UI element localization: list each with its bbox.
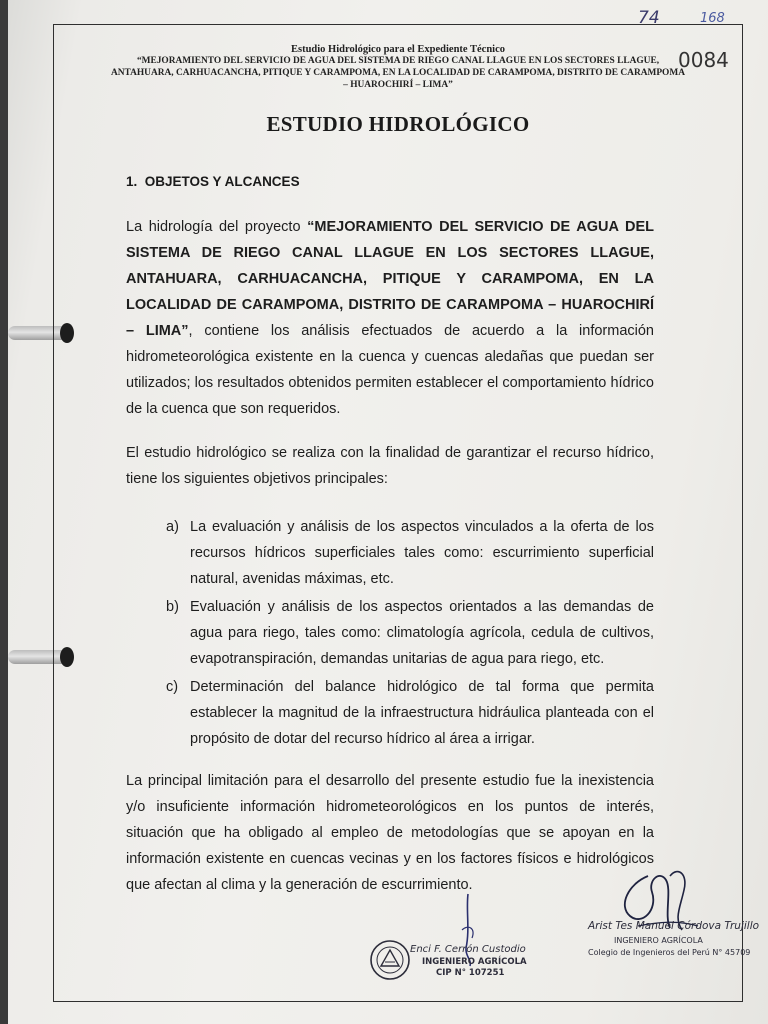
list-item-letter: c) xyxy=(166,679,179,695)
folio-number-a: 74 xyxy=(638,8,660,28)
project-name: “MEJORAMIENTO DEL SERVICIO DE AGUA DEL SISTEMA DE RIEGO CANAL LLAGUE EN LOS SECTORES LLAGUE, ANTAHUARA, CARHUACANCHA, PITIQUE Y CARAMPOMA, EN LA LOCALIDAD DE CARAMPOMA, DISTRITO DE CARAMPOMA – HUAROCHIRÍ – LIMA” xyxy=(126,219,654,339)
stamp-right-profession: INGENIERO AGRÍCOLA xyxy=(614,936,703,945)
page-title: ESTUDIO HIDROLÓGICO xyxy=(266,112,530,136)
document-page xyxy=(8,0,768,1024)
engineer-seal-icon xyxy=(368,938,412,982)
objectives-list xyxy=(166,514,654,752)
paragraph-objectives-intro: El estudio hidrológico se realiza con la finalidad de garantizar el recurso hídrico, tiene los siguientes objetivos principales: xyxy=(126,445,654,487)
section-number: 1. xyxy=(126,174,138,189)
list-item-letter: a) xyxy=(166,519,179,535)
paragraph-rest: , contiene los análisis efectuados de acuerdo a la información hidrometeorológica existente en la cuenca y cuencas aledañas que puedan ser utilizados; los resultados obtenidos permiten establecer el comportamiento hídrico de la cuenca que son requeridos. xyxy=(126,323,654,417)
list-item-letter: b) xyxy=(166,599,179,615)
list-item xyxy=(166,514,654,592)
stamp-left-name: Enci F. Cerrón Custodio xyxy=(410,944,526,955)
header-study-line: Estudio Hidrológico para el Expediente Técnico xyxy=(291,44,505,55)
paragraph-lead: La hidrología del proyecto xyxy=(126,219,308,235)
stamp-right-name: Arist Tes Manuel Córdova Trujillo xyxy=(588,920,760,932)
section-title: OBJETOS Y ALCANCES xyxy=(144,174,300,189)
list-item xyxy=(166,594,654,672)
paragraph-project-scope xyxy=(126,214,654,422)
folio-number-c: 0084 xyxy=(678,48,729,72)
list-item-text: Evaluación y análisis de los aspectos orientados a las demandas de agua para riego, tales como: climatología agrícola, cedula de cultivos, evapotranspiración, demandas unitarias de agua para riego, etc. xyxy=(190,599,654,667)
list-item-text: Determinación del balance hidrológico de tal forma que permita establecer la magnitud de la infraestructura hidráulica planteada con el propósito de dotar del recurso hídrico al área a irrigar. xyxy=(190,679,654,747)
paragraph-limitations: La principal limitación para el desarrollo del presente estudio fue la inexistencia y/o insuficiente información hidrometeorológicos en los puntos de interés, situación que ha obligado al empleo de metodologías que se apoyan en la información existente en cuencas vecinas y en los factores físicos e hidrológicos que afectan al clima y la generación de escurrimiento. xyxy=(126,773,654,893)
stamp-right-registration: Colegio de Ingenieros del Perú N° 45709 xyxy=(588,948,751,957)
stamp-left-registration: CIP N° 107251 xyxy=(436,968,505,978)
list-item xyxy=(166,674,654,752)
folio-number-b: 168 xyxy=(700,11,725,26)
stamp-left-profession: INGENIERO AGRÍCOLA xyxy=(422,957,527,967)
list-item-text: La evaluación y análisis de los aspectos vinculados a la oferta de los recursos hídricos superficiales tales como: escurrimiento superficial natural, avenidas máximas, etc. xyxy=(190,519,654,587)
header-project-line: “MEJORAMIENTO DEL SERVICIO DE AGUA DEL SISTEMA DE RIEGO CANAL LLAGUE EN LOS SECTORES LLAGUE, ANTAHUARA, CARHUACANCHA, PITIQUE Y CARAMPOMA, EN LA LOCALIDAD DE CARAMPOMA, DISTRITO DE CARAMPOMA – HUAROCHIRÍ – LIMA” xyxy=(111,56,685,90)
section-heading xyxy=(126,174,300,189)
